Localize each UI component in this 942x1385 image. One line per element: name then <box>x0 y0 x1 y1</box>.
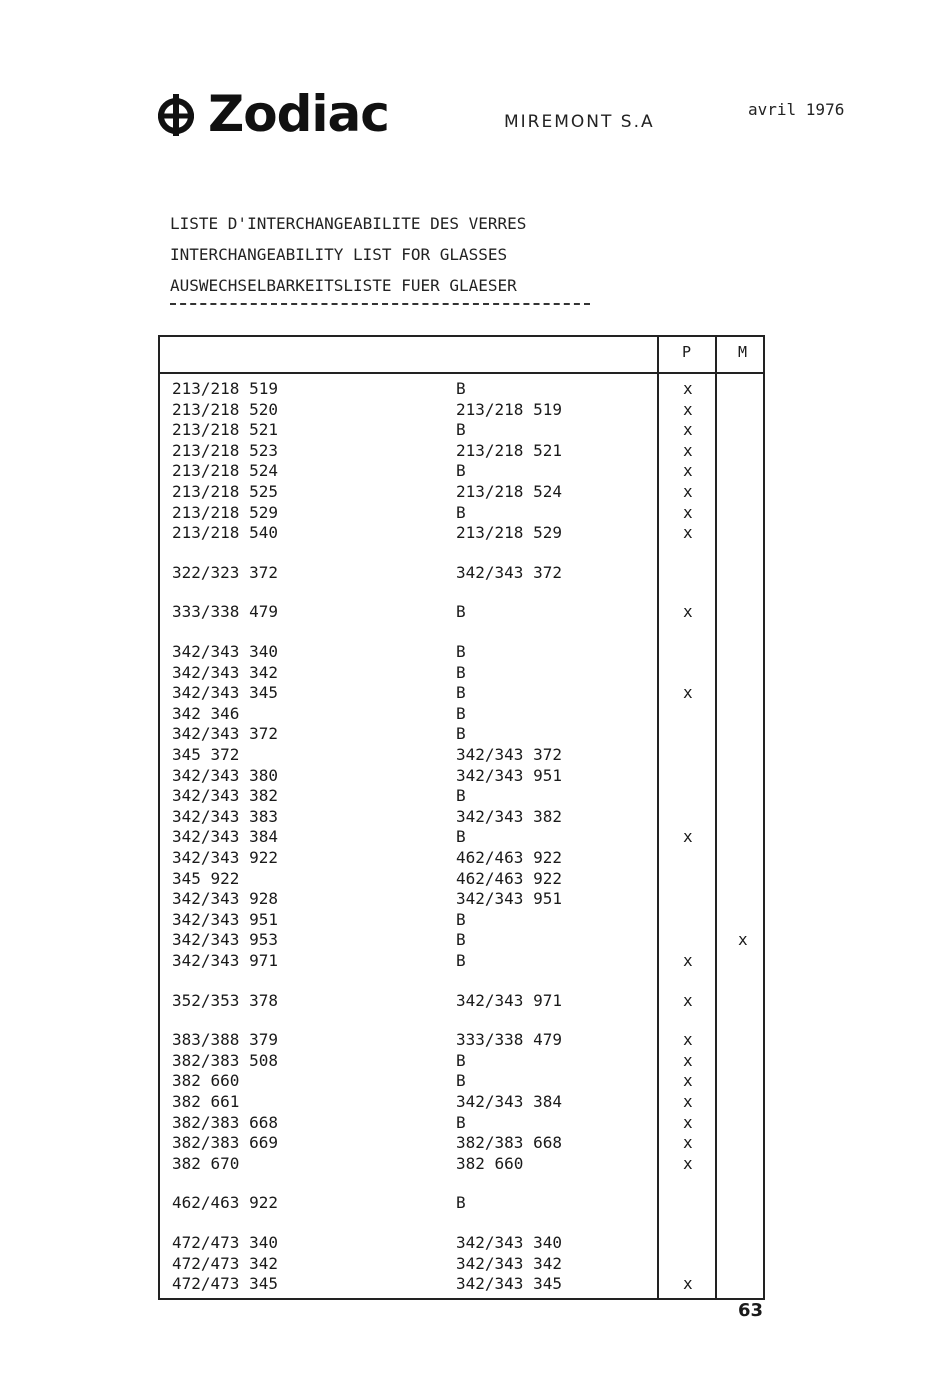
original-glass: 342/343 340 <box>172 642 278 661</box>
table-row <box>160 1113 763 1133</box>
table-row <box>160 441 763 461</box>
mark-p: x <box>683 1071 693 1091</box>
replacement-glass: 342/343 951 <box>456 889 562 909</box>
original-glass: 472/473 340 <box>172 1233 278 1252</box>
document-date: avril 1976 <box>748 100 845 119</box>
replacement-glass: 213/218 521 <box>456 440 562 460</box>
original-glass: 345 922 <box>172 868 240 888</box>
table-row <box>160 704 763 724</box>
table-row <box>160 1133 763 1153</box>
original-glass: 213/218 540 <box>172 523 278 543</box>
table-row <box>160 951 763 971</box>
replacement-glass: B <box>456 909 466 929</box>
original-glass: 472/473 345 <box>172 1274 278 1294</box>
original-glass: 342/343 384 <box>172 827 278 847</box>
replacement-glass: B <box>456 461 466 481</box>
table-row <box>160 869 763 889</box>
table-row <box>160 745 763 765</box>
replacement-glass: 342/343 384 <box>456 1092 562 1111</box>
title-underline <box>170 303 590 305</box>
replacement-glass: B <box>456 420 466 440</box>
mark-p: x <box>683 1274 693 1294</box>
table-row <box>160 523 763 543</box>
original-glass: 342/343 345 <box>172 683 278 703</box>
original-glass: 382/383 669 <box>172 1133 278 1153</box>
table-row <box>160 724 763 744</box>
original-glass: 342/343 922 <box>172 848 278 867</box>
table-row <box>160 663 763 683</box>
table-row <box>160 602 763 622</box>
mark-p: x <box>683 683 693 703</box>
mark-p: x <box>683 379 693 398</box>
mark-p: x <box>683 827 693 847</box>
original-glass: 472/473 342 <box>172 1253 278 1273</box>
replacement-glass: 213/218 524 <box>456 482 562 501</box>
replacement-glass: B <box>456 1050 466 1070</box>
table-row <box>160 400 763 420</box>
mark-p: x <box>683 1133 693 1153</box>
original-glass: 382/383 508 <box>172 1050 278 1070</box>
title-french: LISTE D'INTERCHANGEABILITE DES VERRES <box>170 214 527 233</box>
table-row <box>160 1092 763 1112</box>
original-glass: 342/343 380 <box>172 765 278 785</box>
original-glass: 342 346 <box>172 703 240 723</box>
zodiac-logo <box>152 86 389 142</box>
original-glass: 462/463 922 <box>172 1193 278 1213</box>
replacement-glass: B <box>456 683 466 703</box>
original-glass: 213/218 525 <box>172 482 278 501</box>
original-glass: 342/343 382 <box>172 786 278 806</box>
table-row <box>160 503 763 523</box>
table-row <box>160 1274 763 1294</box>
table-row <box>160 786 763 806</box>
mark-p: x <box>683 461 693 481</box>
replacement-glass: B <box>456 662 466 682</box>
original-glass: 352/353 378 <box>172 990 278 1010</box>
replacement-glass: B <box>456 379 466 398</box>
company-name: MIREMONT S.A <box>504 112 655 132</box>
table-row <box>160 1051 763 1071</box>
original-glass: 382 660 <box>172 1071 240 1091</box>
logo-text: Zodiac <box>208 85 389 143</box>
replacement-glass: B <box>456 1071 466 1091</box>
table-row <box>160 766 763 786</box>
table-row <box>160 930 763 950</box>
table-row <box>160 991 763 1011</box>
titles-block <box>170 212 526 305</box>
table-row <box>160 1193 763 1213</box>
table-row <box>160 1154 763 1174</box>
original-glass: 213/218 529 <box>172 502 278 522</box>
original-glass: 342/343 971 <box>172 951 278 970</box>
table-row <box>160 807 763 827</box>
original-glass: 382 661 <box>172 1092 240 1111</box>
original-glass: 342/343 953 <box>172 930 278 950</box>
replacement-glass: 382/383 668 <box>456 1133 562 1153</box>
mark-p: x <box>683 523 693 543</box>
replacement-glass: 382 660 <box>456 1153 524 1173</box>
mark-p: x <box>683 482 693 501</box>
replacement-glass: 342/343 372 <box>456 745 562 764</box>
replacement-glass: B <box>456 602 466 622</box>
title-english: INTERCHANGEABILITY LIST FOR GLASSES <box>170 245 508 264</box>
replacement-glass: B <box>456 827 466 847</box>
replacement-glass: 213/218 519 <box>456 399 562 419</box>
column-header-p: P <box>682 343 692 361</box>
replacement-glass: B <box>456 502 466 522</box>
replacement-glass: 342/343 345 <box>456 1274 562 1294</box>
original-glass: 322/323 372 <box>172 562 278 582</box>
replacement-glass: 342/343 951 <box>456 765 562 785</box>
page-number: 63 <box>738 1300 764 1321</box>
original-glass: 342/343 372 <box>172 724 278 744</box>
replacement-glass: 213/218 529 <box>456 523 562 543</box>
original-glass: 213/218 519 <box>172 379 278 398</box>
original-glass: 342/343 383 <box>172 806 278 826</box>
mark-p: x <box>683 1112 693 1132</box>
replacement-glass: 462/463 922 <box>456 848 562 867</box>
table-row <box>160 827 763 847</box>
mark-p: x <box>683 1092 693 1111</box>
original-glass: 382/383 668 <box>172 1112 278 1132</box>
replacement-glass: B <box>456 786 466 806</box>
mark-p: x <box>683 1153 693 1173</box>
original-glass: 342/343 342 <box>172 662 278 682</box>
table-row <box>160 1071 763 1091</box>
mark-p: x <box>683 951 693 970</box>
mark-p: x <box>683 502 693 522</box>
replacement-glass: 342/343 340 <box>456 1233 562 1252</box>
table-row <box>160 1233 763 1253</box>
mark-p: x <box>683 1030 693 1050</box>
replacement-glass: 333/338 479 <box>456 1030 562 1050</box>
header-divider <box>160 372 763 374</box>
table-row <box>160 563 763 583</box>
original-glass: 213/218 524 <box>172 461 278 481</box>
replacement-glass: B <box>456 724 466 744</box>
original-glass: 213/218 521 <box>172 420 278 440</box>
replacement-glass: 342/343 971 <box>456 990 562 1010</box>
replacement-glass: B <box>456 1193 466 1213</box>
mark-p: x <box>683 440 693 460</box>
interchangeability-table <box>158 335 765 1300</box>
original-glass: 342/343 928 <box>172 889 278 909</box>
zodiac-logo-icon <box>152 90 200 138</box>
table-row <box>160 420 763 440</box>
replacement-glass: 342/343 382 <box>456 806 562 826</box>
replacement-glass: B <box>456 1112 466 1132</box>
title-german: AUSWECHSELBARKEITSLISTE FUER GLAESER <box>170 276 517 295</box>
column-header-m: M <box>738 343 748 361</box>
table-row <box>160 889 763 909</box>
original-glass: 383/388 379 <box>172 1030 278 1050</box>
mark-m: x <box>738 930 748 950</box>
mark-p: x <box>683 399 693 419</box>
replacement-glass: 342/343 372 <box>456 562 562 582</box>
original-glass: 213/218 520 <box>172 399 278 419</box>
replacement-glass: B <box>456 642 466 661</box>
original-glass: 213/218 523 <box>172 440 278 460</box>
table-row <box>160 642 763 662</box>
table-row <box>160 482 763 502</box>
replacement-glass: B <box>456 951 466 970</box>
mark-p: x <box>683 990 693 1010</box>
original-glass: 342/343 951 <box>172 909 278 929</box>
mark-p: x <box>683 420 693 440</box>
table-row <box>160 848 763 868</box>
replacement-glass: B <box>456 703 466 723</box>
original-glass: 382 670 <box>172 1153 240 1173</box>
table-row <box>160 1254 763 1274</box>
replacement-glass: 342/343 342 <box>456 1253 562 1273</box>
table-row <box>160 461 763 481</box>
table-row <box>160 1030 763 1050</box>
table-row <box>160 379 763 399</box>
mark-p: x <box>683 1050 693 1070</box>
table-row <box>160 910 763 930</box>
mark-p: x <box>683 602 693 622</box>
original-glass: 345 372 <box>172 745 240 764</box>
original-glass: 333/338 479 <box>172 602 278 622</box>
replacement-glass: 462/463 922 <box>456 868 562 888</box>
table-row <box>160 683 763 703</box>
replacement-glass: B <box>456 930 466 950</box>
